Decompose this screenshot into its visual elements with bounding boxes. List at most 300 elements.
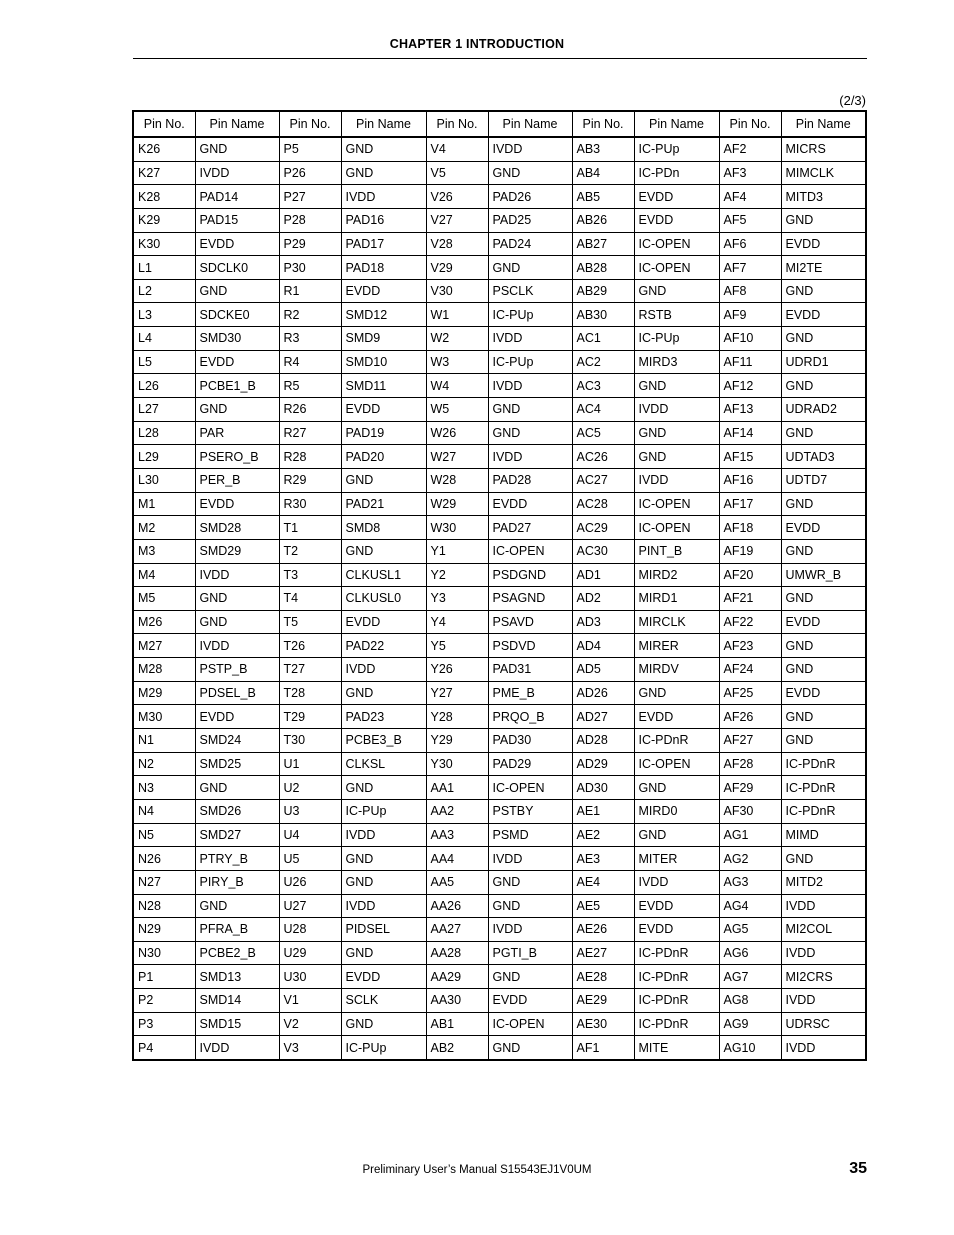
pin-name-cell: SMD9 <box>341 327 426 351</box>
pin-name-cell: IC-PUp <box>341 799 426 823</box>
pin-number-cell: K28 <box>133 185 195 209</box>
pin-name-cell: PIDSEL <box>341 918 426 942</box>
pin-number-cell: V3 <box>279 1036 341 1060</box>
pin-name-cell: IC-OPEN <box>488 1012 572 1036</box>
pin-number-cell: AG8 <box>719 989 781 1013</box>
chapter-header: CHAPTER 1 INTRODUCTION <box>389 37 565 51</box>
pin-number-cell: AB4 <box>572 161 634 185</box>
pin-name-cell: PAD27 <box>488 516 572 540</box>
pin-number-cell: T5 <box>279 610 341 634</box>
pin-number-cell: AD26 <box>572 681 634 705</box>
pin-name-cell: SMD10 <box>341 350 426 374</box>
pin-number-cell: Y26 <box>426 658 488 682</box>
pin-name-cell: MIRER <box>634 634 719 658</box>
pin-name-cell: GND <box>781 421 866 445</box>
column-header-pin-name: Pin Name <box>341 111 426 137</box>
pin-name-cell: PAD25 <box>488 208 572 232</box>
pin-number-cell: L4 <box>133 327 195 351</box>
pin-number-cell: Y29 <box>426 729 488 753</box>
pin-name-cell: PCBE1_B <box>195 374 279 398</box>
pin-name-cell: PME_B <box>488 681 572 705</box>
pin-name-cell: UDTD7 <box>781 468 866 492</box>
pin-number-cell: W27 <box>426 445 488 469</box>
pin-number-cell: AF1 <box>572 1036 634 1060</box>
pin-number-cell: AC27 <box>572 468 634 492</box>
table-row <box>133 705 866 729</box>
pin-number-cell: R29 <box>279 468 341 492</box>
table-row <box>133 279 866 303</box>
pin-name-cell: GND <box>781 634 866 658</box>
pin-name-cell: GND <box>488 894 572 918</box>
pin-name-cell: GND <box>488 398 572 422</box>
pin-name-cell: EVDD <box>781 681 866 705</box>
pin-name-cell: IVDD <box>195 1036 279 1060</box>
pin-number-cell: AA2 <box>426 799 488 823</box>
pin-name-cell: PAD16 <box>341 208 426 232</box>
pin-number-cell: T4 <box>279 587 341 611</box>
pin-name-cell: PER_B <box>195 468 279 492</box>
pin-name-cell: IVDD <box>341 658 426 682</box>
pin-number-cell: K30 <box>133 232 195 256</box>
pin-name-cell: GND <box>634 823 719 847</box>
pin-number-cell: L1 <box>133 256 195 280</box>
pin-number-cell: N28 <box>133 894 195 918</box>
pin-name-cell: PGTI_B <box>488 941 572 965</box>
pin-name-cell: GND <box>341 137 426 161</box>
pin-name-cell: PAD26 <box>488 185 572 209</box>
pin-name-cell: IC-PUp <box>634 137 719 161</box>
pin-name-cell: UMWR_B <box>781 563 866 587</box>
table-row <box>133 161 866 185</box>
pin-number-cell: N2 <box>133 752 195 776</box>
pin-number-cell: AB3 <box>572 137 634 161</box>
pin-number-cell: AC5 <box>572 421 634 445</box>
pin-name-cell: PAD23 <box>341 705 426 729</box>
pin-name-cell: PSDGND <box>488 563 572 587</box>
pin-name-cell: EVDD <box>634 185 719 209</box>
pin-number-cell: P28 <box>279 208 341 232</box>
table-row <box>133 468 866 492</box>
pin-name-cell: GND <box>488 1036 572 1060</box>
pin-number-cell: L30 <box>133 468 195 492</box>
pin-number-cell: U29 <box>279 941 341 965</box>
pin-number-cell: L26 <box>133 374 195 398</box>
pin-name-cell: MI2CRS <box>781 965 866 989</box>
pin-number-cell: M26 <box>133 610 195 634</box>
pin-number-cell: K26 <box>133 137 195 161</box>
pin-name-cell: MIMD <box>781 823 866 847</box>
pin-name-cell: MITD2 <box>781 870 866 894</box>
pin-number-cell: N27 <box>133 870 195 894</box>
pin-name-cell: GND <box>781 492 866 516</box>
pin-name-cell: MIRDV <box>634 658 719 682</box>
table-row <box>133 776 866 800</box>
pin-name-cell: IC-PDnR <box>781 776 866 800</box>
pin-name-cell: MICRS <box>781 137 866 161</box>
pin-number-cell: AF29 <box>719 776 781 800</box>
pin-name-cell: GND <box>781 847 866 871</box>
table-row <box>133 208 866 232</box>
pin-name-cell: IVDD <box>488 918 572 942</box>
pin-name-cell: EVDD <box>195 492 279 516</box>
pin-number-cell: AC1 <box>572 327 634 351</box>
pin-name-cell: GND <box>195 279 279 303</box>
pin-assignment-table <box>132 110 867 1061</box>
pin-name-cell: PSMD <box>488 823 572 847</box>
pin-number-cell: AA5 <box>426 870 488 894</box>
pin-number-cell: AF11 <box>719 350 781 374</box>
pin-name-cell: MITER <box>634 847 719 871</box>
pin-number-cell: AE4 <box>572 870 634 894</box>
pin-name-cell: SMD28 <box>195 516 279 540</box>
pin-name-cell: EVDD <box>195 705 279 729</box>
pin-name-cell: SMD11 <box>341 374 426 398</box>
pin-number-cell: M3 <box>133 539 195 563</box>
pin-number-cell: K29 <box>133 208 195 232</box>
pin-number-cell: R27 <box>279 421 341 445</box>
pin-number-cell: R5 <box>279 374 341 398</box>
pin-name-cell: GND <box>781 279 866 303</box>
pin-name-cell: IVDD <box>341 894 426 918</box>
pin-name-cell: SMD29 <box>195 539 279 563</box>
pin-name-cell: GND <box>195 398 279 422</box>
pin-name-cell: IC-OPEN <box>488 776 572 800</box>
pin-name-cell: SMD12 <box>341 303 426 327</box>
pin-number-cell: AA29 <box>426 965 488 989</box>
pin-name-cell: PAD15 <box>195 208 279 232</box>
pin-name-cell: GND <box>634 445 719 469</box>
pin-name-cell: IC-OPEN <box>634 232 719 256</box>
pin-number-cell: AF19 <box>719 539 781 563</box>
pin-name-cell: SMD30 <box>195 327 279 351</box>
pin-name-cell: UDTAD3 <box>781 445 866 469</box>
pin-name-cell: GND <box>341 847 426 871</box>
pin-name-cell: GND <box>488 161 572 185</box>
pin-number-cell: V30 <box>426 279 488 303</box>
pin-number-cell: V2 <box>279 1012 341 1036</box>
pin-number-cell: AA26 <box>426 894 488 918</box>
pin-name-cell: PFRA_B <box>195 918 279 942</box>
pin-number-cell: AA1 <box>426 776 488 800</box>
pin-number-cell: U3 <box>279 799 341 823</box>
pin-name-cell: GND <box>341 539 426 563</box>
pin-name-cell: SMD14 <box>195 989 279 1013</box>
column-header-pin-name: Pin Name <box>195 111 279 137</box>
pin-name-cell: IVDD <box>195 634 279 658</box>
table-row <box>133 847 866 871</box>
column-header-pin-no: Pin No. <box>279 111 341 137</box>
table-row <box>133 185 866 209</box>
pin-number-cell: AB28 <box>572 256 634 280</box>
pin-name-cell: IC-OPEN <box>634 752 719 776</box>
table-row <box>133 256 866 280</box>
pin-number-cell: Y1 <box>426 539 488 563</box>
pin-name-cell: GND <box>341 161 426 185</box>
pin-name-cell: GND <box>341 776 426 800</box>
pin-number-cell: W5 <box>426 398 488 422</box>
pin-number-cell: AB29 <box>572 279 634 303</box>
pin-name-cell: EVDD <box>634 208 719 232</box>
pin-name-cell: PAD17 <box>341 232 426 256</box>
pin-number-cell: W29 <box>426 492 488 516</box>
pin-number-cell: AF15 <box>719 445 781 469</box>
pin-number-cell: U27 <box>279 894 341 918</box>
pin-name-cell: PAD19 <box>341 421 426 445</box>
pin-number-cell: AF16 <box>719 468 781 492</box>
pin-name-cell: IC-PUp <box>341 1036 426 1060</box>
pin-name-cell: EVDD <box>781 232 866 256</box>
pin-number-cell: AE5 <box>572 894 634 918</box>
table-row <box>133 823 866 847</box>
pin-name-cell: CLKUSL0 <box>341 587 426 611</box>
pin-name-cell: EVDD <box>781 303 866 327</box>
pin-number-cell: N5 <box>133 823 195 847</box>
pin-number-cell: R26 <box>279 398 341 422</box>
table-row <box>133 374 866 398</box>
table-row <box>133 1012 866 1036</box>
pin-number-cell: R30 <box>279 492 341 516</box>
table-row <box>133 1036 866 1060</box>
pin-name-cell: UDRSC <box>781 1012 866 1036</box>
pin-number-cell: AE27 <box>572 941 634 965</box>
pin-name-cell: MITD3 <box>781 185 866 209</box>
pin-name-cell: EVDD <box>341 279 426 303</box>
pin-number-cell: AD30 <box>572 776 634 800</box>
pin-number-cell: U28 <box>279 918 341 942</box>
pin-name-cell: IVDD <box>781 894 866 918</box>
pin-name-cell: PRQO_B <box>488 705 572 729</box>
pin-number-cell: AE2 <box>572 823 634 847</box>
pin-name-cell: EVDD <box>488 989 572 1013</box>
pin-name-cell: IC-PDnR <box>634 989 719 1013</box>
pin-number-cell: AF14 <box>719 421 781 445</box>
pin-name-cell: SMD26 <box>195 799 279 823</box>
table-row <box>133 658 866 682</box>
pin-number-cell: AE28 <box>572 965 634 989</box>
pin-name-cell: MIRD2 <box>634 563 719 587</box>
pin-name-cell: PCBE3_B <box>341 729 426 753</box>
pin-name-cell: SDCKE0 <box>195 303 279 327</box>
pin-name-cell: CLKUSL1 <box>341 563 426 587</box>
table-row <box>133 492 866 516</box>
table-row <box>133 941 866 965</box>
pin-name-cell: EVDD <box>195 350 279 374</box>
pin-number-cell: AF7 <box>719 256 781 280</box>
pin-number-cell: AA27 <box>426 918 488 942</box>
pin-number-cell: T26 <box>279 634 341 658</box>
pin-number-cell: AC28 <box>572 492 634 516</box>
pin-number-cell: V1 <box>279 989 341 1013</box>
pin-number-cell: AD29 <box>572 752 634 776</box>
pin-name-cell: PAR <box>195 421 279 445</box>
pin-number-cell: N29 <box>133 918 195 942</box>
pin-number-cell: T1 <box>279 516 341 540</box>
pin-name-cell: GND <box>634 681 719 705</box>
table-row <box>133 587 866 611</box>
pin-name-cell: GND <box>781 208 866 232</box>
pin-name-cell: GND <box>634 421 719 445</box>
pin-name-cell: EVDD <box>341 398 426 422</box>
pin-number-cell: T29 <box>279 705 341 729</box>
table-row <box>133 516 866 540</box>
pin-name-cell: PAD21 <box>341 492 426 516</box>
pin-number-cell: T2 <box>279 539 341 563</box>
pin-number-cell: N1 <box>133 729 195 753</box>
pin-number-cell: AF13 <box>719 398 781 422</box>
pin-number-cell: T27 <box>279 658 341 682</box>
manual-footer: Preliminary User’s Manual S15543EJ1V0UM <box>362 1164 592 1176</box>
pin-name-cell: IC-PDn <box>634 161 719 185</box>
pin-name-cell: PSAGND <box>488 587 572 611</box>
pin-name-cell: IVDD <box>488 445 572 469</box>
pin-name-cell: SMD25 <box>195 752 279 776</box>
pin-name-cell: GND <box>781 587 866 611</box>
column-header-pin-no: Pin No. <box>719 111 781 137</box>
table-row <box>133 610 866 634</box>
pin-number-cell: AG5 <box>719 918 781 942</box>
pin-name-cell: MIRCLK <box>634 610 719 634</box>
pin-name-cell: SCLK <box>341 989 426 1013</box>
pin-number-cell: AG9 <box>719 1012 781 1036</box>
pin-name-cell: GND <box>341 941 426 965</box>
pin-number-cell: M27 <box>133 634 195 658</box>
pin-name-cell: UDRAD2 <box>781 398 866 422</box>
pin-number-cell: AF17 <box>719 492 781 516</box>
pin-name-cell: PAD29 <box>488 752 572 776</box>
pin-name-cell: MITE <box>634 1036 719 1060</box>
pin-number-cell: Y3 <box>426 587 488 611</box>
pin-name-cell: GND <box>341 681 426 705</box>
pin-name-cell: GND <box>341 870 426 894</box>
pin-name-cell: IVDD <box>488 847 572 871</box>
column-header-pin-name: Pin Name <box>781 111 866 137</box>
pin-name-cell: GND <box>781 729 866 753</box>
pin-name-cell: SDCLK0 <box>195 256 279 280</box>
pin-name-cell: PAD22 <box>341 634 426 658</box>
pin-name-cell: EVDD <box>634 894 719 918</box>
pin-number-cell: Y28 <box>426 705 488 729</box>
table-part-indicator: (2/3) <box>839 93 866 108</box>
pin-number-cell: P26 <box>279 161 341 185</box>
pin-name-cell: IC-PDnR <box>781 799 866 823</box>
pin-number-cell: AF10 <box>719 327 781 351</box>
pin-name-cell: GND <box>195 610 279 634</box>
pin-number-cell: N30 <box>133 941 195 965</box>
pin-name-cell: PAD24 <box>488 232 572 256</box>
table-row <box>133 752 866 776</box>
pin-number-cell: R3 <box>279 327 341 351</box>
table-row <box>133 445 866 469</box>
pin-name-cell: EVDD <box>634 705 719 729</box>
column-header-pin-no: Pin No. <box>133 111 195 137</box>
pin-name-cell: EVDD <box>341 610 426 634</box>
pin-number-cell: AD28 <box>572 729 634 753</box>
pin-number-cell: AC30 <box>572 539 634 563</box>
pin-name-cell: IVDD <box>781 989 866 1013</box>
pin-name-cell: PSTBY <box>488 799 572 823</box>
pin-name-cell: GND <box>195 137 279 161</box>
pin-name-cell: IVDD <box>341 823 426 847</box>
pin-name-cell: PAD31 <box>488 658 572 682</box>
pin-name-cell: EVDD <box>781 516 866 540</box>
pin-number-cell: AF22 <box>719 610 781 634</box>
pin-number-cell: V28 <box>426 232 488 256</box>
pin-number-cell: M5 <box>133 587 195 611</box>
pin-number-cell: R1 <box>279 279 341 303</box>
pin-name-cell: IVDD <box>488 374 572 398</box>
pin-name-cell: GND <box>488 256 572 280</box>
pin-name-cell: GND <box>195 587 279 611</box>
table-row <box>133 350 866 374</box>
pin-name-cell: IVDD <box>195 563 279 587</box>
pin-name-cell: IVDD <box>341 185 426 209</box>
pin-name-cell: IC-PUp <box>634 327 719 351</box>
pin-name-cell: IC-PDnR <box>634 1012 719 1036</box>
pin-name-cell: GND <box>488 870 572 894</box>
table-row <box>133 681 866 705</box>
pin-number-cell: U5 <box>279 847 341 871</box>
pin-name-cell: GND <box>488 421 572 445</box>
pin-number-cell: AF12 <box>719 374 781 398</box>
pin-number-cell: Y2 <box>426 563 488 587</box>
column-header-pin-name: Pin Name <box>634 111 719 137</box>
pin-number-cell: AC3 <box>572 374 634 398</box>
pin-number-cell: AF6 <box>719 232 781 256</box>
pin-number-cell: L27 <box>133 398 195 422</box>
pin-number-cell: M28 <box>133 658 195 682</box>
pin-number-cell: W1 <box>426 303 488 327</box>
pin-number-cell: AF8 <box>719 279 781 303</box>
pin-name-cell: GND <box>341 1012 426 1036</box>
pin-name-cell: IVDD <box>634 468 719 492</box>
table-row <box>133 327 866 351</box>
pin-name-cell: RSTB <box>634 303 719 327</box>
pin-number-cell: AF2 <box>719 137 781 161</box>
pin-number-cell: AF3 <box>719 161 781 185</box>
pin-number-cell: AC26 <box>572 445 634 469</box>
pin-number-cell: AF25 <box>719 681 781 705</box>
pin-name-cell: IC-PDnR <box>634 941 719 965</box>
pin-name-cell: GND <box>195 894 279 918</box>
pin-number-cell: AA3 <box>426 823 488 847</box>
pin-number-cell: AG7 <box>719 965 781 989</box>
pin-name-cell: IC-OPEN <box>488 539 572 563</box>
pin-number-cell: AF20 <box>719 563 781 587</box>
column-header-pin-no: Pin No. <box>426 111 488 137</box>
pin-name-cell: GND <box>781 658 866 682</box>
table-row <box>133 894 866 918</box>
pin-number-cell: AE30 <box>572 1012 634 1036</box>
pin-name-cell: IC-PUp <box>488 350 572 374</box>
pin-number-cell: M2 <box>133 516 195 540</box>
pin-name-cell: GND <box>781 539 866 563</box>
table-row <box>133 870 866 894</box>
pin-number-cell: Y27 <box>426 681 488 705</box>
pin-name-cell: PSCLK <box>488 279 572 303</box>
pin-number-cell: U4 <box>279 823 341 847</box>
table-row <box>133 965 866 989</box>
pin-name-cell: IC-OPEN <box>634 256 719 280</box>
pin-number-cell: Y4 <box>426 610 488 634</box>
pin-name-cell: PIRY_B <box>195 870 279 894</box>
pin-number-cell: P1 <box>133 965 195 989</box>
pin-number-cell: K27 <box>133 161 195 185</box>
table-row <box>133 421 866 445</box>
pin-name-cell: IC-PDnR <box>781 752 866 776</box>
pin-number-cell: P4 <box>133 1036 195 1060</box>
pin-name-cell: GND <box>781 327 866 351</box>
pin-number-cell: P2 <box>133 989 195 1013</box>
